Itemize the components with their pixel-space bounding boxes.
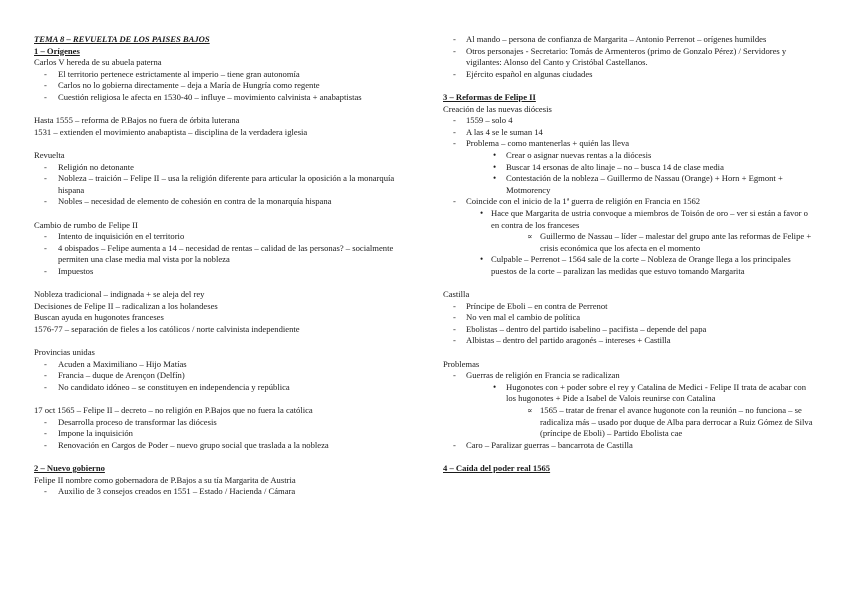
sub-sub-list-item: ∝ Guillermo de Nassau – líder – malestar del grupo ante las reformas de Felipe + crisis económica que los afecta en el momento (443, 231, 815, 254)
list-item: - Impone la inquisición (34, 428, 420, 440)
revuelta-heading: Revuelta (34, 149, 65, 160)
list-item: - Guerras de religión en Francia se radicalizan (443, 370, 815, 382)
list-item: - Príncipe de Eboli – en contra de Perrenot (443, 301, 815, 313)
left-column (34, 34, 420, 498)
list-item: - Coincide con el inicio de la 1ª guerra de religión en Francia en 1562 (443, 196, 815, 208)
castilla-heading: Castilla (443, 289, 470, 300)
section-origenes-heading: 1 – Orígenes (34, 45, 80, 56)
problemas-heading: Problemas (443, 358, 480, 369)
section-nuevo-gobierno-heading: 2 – Nuevo gobierno (34, 462, 105, 473)
list-item: - No candidato idóneo – se constituyen en independencia y república (34, 382, 420, 394)
list-item: - Al mando – persona de confianza de Margarita – Antonio Perrenot – orígenes humildes (443, 34, 815, 46)
reformas-intro: Creación de las nuevas diócesis (443, 103, 552, 114)
sub-list-item: • Culpable – Perrenot – 1564 sale de la corte – Nobleza de Orange llega a los principales puestos de la corte – paralizan las medidas que estuvo tomando Margarita (443, 254, 815, 277)
list-item: - Acuden a Maximiliano – Hijo Matías (34, 359, 420, 371)
nuevo-gobierno-intro: Felipe II nombre como gobernadora de P.Bajos a su tía Margarita de Austria (34, 474, 296, 485)
decreto-heading: 17 oct 1565 – Felipe II – decreto – no religión en P.Bajos que no fuera la católica (34, 405, 313, 415)
section-reformas-heading: 3 – Reformas de Felipe II (443, 91, 536, 102)
sub-list-item: • Hace que Margarita de ustria convoque a miembros de Toisón de oro – ver si están a favor o en contra de los franceses (443, 208, 815, 231)
list-item: - El territorio pertenece estrictamente al imperio – tiene gran autonomía (34, 69, 420, 81)
list-item: - No ven mal el cambio de política (443, 312, 815, 324)
paragraph-line: 1576-77 – separación de fieles a los católicos / norte calvinista independiente (34, 323, 300, 334)
list-item: - Nobleza – traición – Felipe II – usa la religión diferente para articular la oposición a la monarquía hispana (34, 173, 420, 196)
list-item: - Francia – duque de Arençon (Delfín) (34, 370, 420, 382)
sub-list-item: • Crear o asignar nuevas rentas a la diócesis (443, 150, 815, 162)
list-item: - Otros personajes - Secretario: Tomás de Armenteros (primo de Gonzalo Pérez) / Servidores y vigilantes: Alonso del Canto y Cristóbal Castellanos. (443, 46, 815, 69)
list-item: - Caro – Paralizar guerras – bancarrota de Castilla (443, 440, 815, 452)
provincias-heading: Provincias unidas (34, 347, 95, 358)
origenes-intro: Carlos V hereda de su abuela paterna (34, 57, 162, 68)
list-item: - Renovación en Cargos de Poder – nuevo grupo social que traslada a la nobleza (34, 440, 420, 452)
list-item: - Nobles – necesidad de elemento de cohesión en contra de la monarquía hispana (34, 196, 420, 208)
list-item: - Impuestos (34, 266, 420, 278)
cambio-heading: Cambio de rumbo de Felipe II (34, 219, 138, 230)
section-caida-heading: 4 – Caída del poder real 1565 (443, 462, 551, 473)
list-item: - Intento de inquisición en el territorio (34, 231, 420, 243)
list-item: - 1559 – solo 4 (443, 115, 815, 127)
list-item: - Auxilio de 3 consejos creados en 1551 – Estado / Hacienda / Cámara (34, 486, 420, 498)
list-item: - A las 4 se le suman 14 (443, 127, 815, 139)
paragraph-line: Decisiones de Felipe II – radicalizan a los holandeses (34, 300, 218, 311)
list-item: - Ebolistas – dentro del partido isabelino – pacifista – depende del papa (443, 324, 815, 336)
list-item: - 4 obispados – Felipe aumenta a 14 – necesidad de rentas – calidad de las personas? – socialmente permiten una clase media mal vista por la nobleza (34, 243, 420, 266)
list-item: - Religión no detonante (34, 162, 420, 174)
list-item: - Desarrolla proceso de transformar las diócesis (34, 417, 420, 429)
list-item: - Problema – como mantenerlas + quién las lleva (443, 138, 815, 150)
list-item: - Carlos no lo gobierna directamente – deja a María de Hungría como regente (34, 80, 420, 92)
sub-list-item: • Hugonotes con + poder sobre el rey y Catalina de Medici - Felipe II trata de acabar con los hugonotes + Pide a Isabel de Valois reunirse con Catalina (443, 382, 815, 405)
list-item: - Albistas – dentro del partido aragonés – intereses + Castilla (443, 335, 815, 347)
paragraph-1531: 1531 – extienden el movimiento anabaptista – disciplina de la verdadera iglesia (34, 126, 308, 137)
paragraph-line: Buscan ayuda en hugonotes franceses (34, 312, 164, 323)
sub-sub-list-item: ∝ 1565 – tratar de frenar el avance hugonote con la reunión – no funciona – se radicaliza más – usado por duque de Alba para derrocar a Ruiz Gómez de Silva (príncipe de Eboli) – Partido Ebolista cae (443, 405, 815, 440)
list-item: - Cuestión religiosa le afecta en 1530-40 – influye – movimiento calvinista + anabaptistas (34, 92, 420, 104)
paragraph-hasta-1555: Hasta 1555 – reforma de P.Bajos no fuera de órbita luterana (34, 115, 240, 126)
document-title: TEMA 8 – REVUELTA DE LOS PAISES BAJOS (34, 34, 210, 44)
paragraph-line: Nobleza tradicional – indignada + se aleja del rey (34, 289, 205, 300)
list-item: - Ejército español en algunas ciudades (443, 69, 815, 81)
right-column (443, 34, 815, 475)
sub-list-item: • Buscar 14 ersonas de alto linaje – no – busca 14 de clase media (443, 162, 815, 174)
sub-list-item: • Contestación de la nobleza – Guillermo de Nassau (Orange) + Horn + Egmont + Motmorency (443, 173, 815, 196)
